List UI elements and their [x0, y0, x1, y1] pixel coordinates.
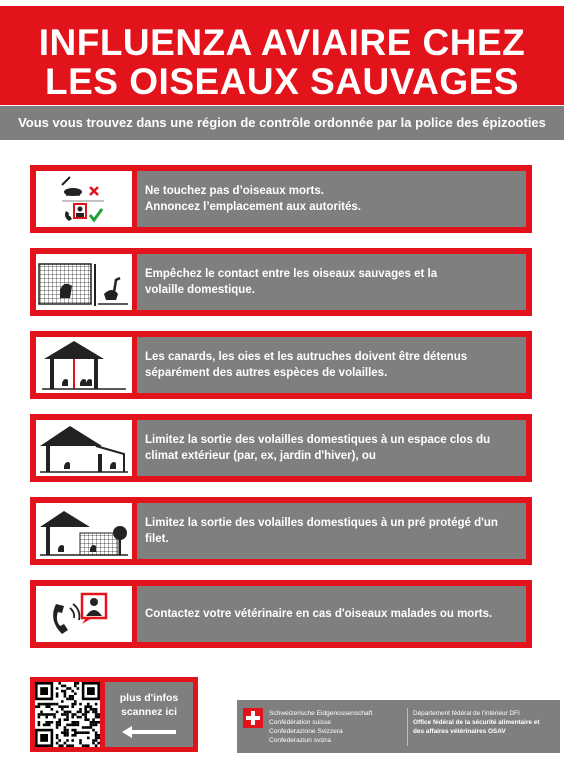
footer-federal-logo [237, 700, 560, 753]
footer-divider [407, 708, 408, 746]
measure-row [30, 497, 532, 565]
measure-text: Contactez votre vétérinaire en cas d'oiseaux malades ou morts. [137, 586, 526, 642]
department-info: Département fédéral de l'intérieur DFI Office fédéral de la sécurité alimentaire et des affaires vétérinaires OSAV [413, 710, 540, 735]
page-subtitle: Vous vous trouvez dans une région de contrôle ordonnée par la police des épizooties [0, 106, 564, 140]
measure-row [30, 248, 532, 316]
measure-text: Les canards, les oies et les autruches doivent être détenus séparément des autres espèces de volailles. [137, 337, 526, 393]
fence-birds-icon [36, 254, 132, 310]
measure-row [30, 580, 532, 648]
measure-row [30, 331, 532, 399]
confederation-names: Schweizerische Eidgenossenschaft Confédération suisse Confederazione Svizzera Confederaziun svizra [269, 710, 373, 744]
barn-net-meadow-icon [36, 503, 132, 559]
page-title-line2: LES OISEAUX SAUVAGES [45, 61, 519, 102]
measure-row [30, 414, 532, 482]
measure-text: Limitez la sortie des volailles domestiques à un pré protégé d'un filet. [137, 503, 526, 559]
scan-here-label: scannez ici [120, 706, 178, 718]
page-title-line1: INFLUENZA AVIAIRE CHEZ [38, 22, 526, 63]
more-info-label: plus d'infos [119, 692, 179, 704]
phone-vet-icon [36, 586, 132, 642]
arrow-left-icon [120, 725, 178, 739]
qr-box[interactable] [30, 677, 198, 752]
more-info-panel [105, 682, 193, 747]
barn-winter-garden-icon [36, 420, 132, 476]
measure-row [30, 165, 532, 233]
measure-text: Empêchez le contact entre les oiseaux sauvages et la volaille domestique. [137, 254, 526, 310]
swiss-cross-icon [243, 708, 263, 728]
measure-text: Ne touchez pas d’oiseaux morts. Annoncez l’emplacement aux autorités. [137, 171, 526, 227]
qr-code[interactable] [35, 682, 100, 747]
barn-separated-icon [36, 337, 132, 393]
measure-text: Limitez la sortie des volailles domestiques à un espace clos du climat extérieur (par, ex, jardin d'hiver), ou [137, 420, 526, 476]
dead-bird-call-icon [36, 171, 132, 227]
